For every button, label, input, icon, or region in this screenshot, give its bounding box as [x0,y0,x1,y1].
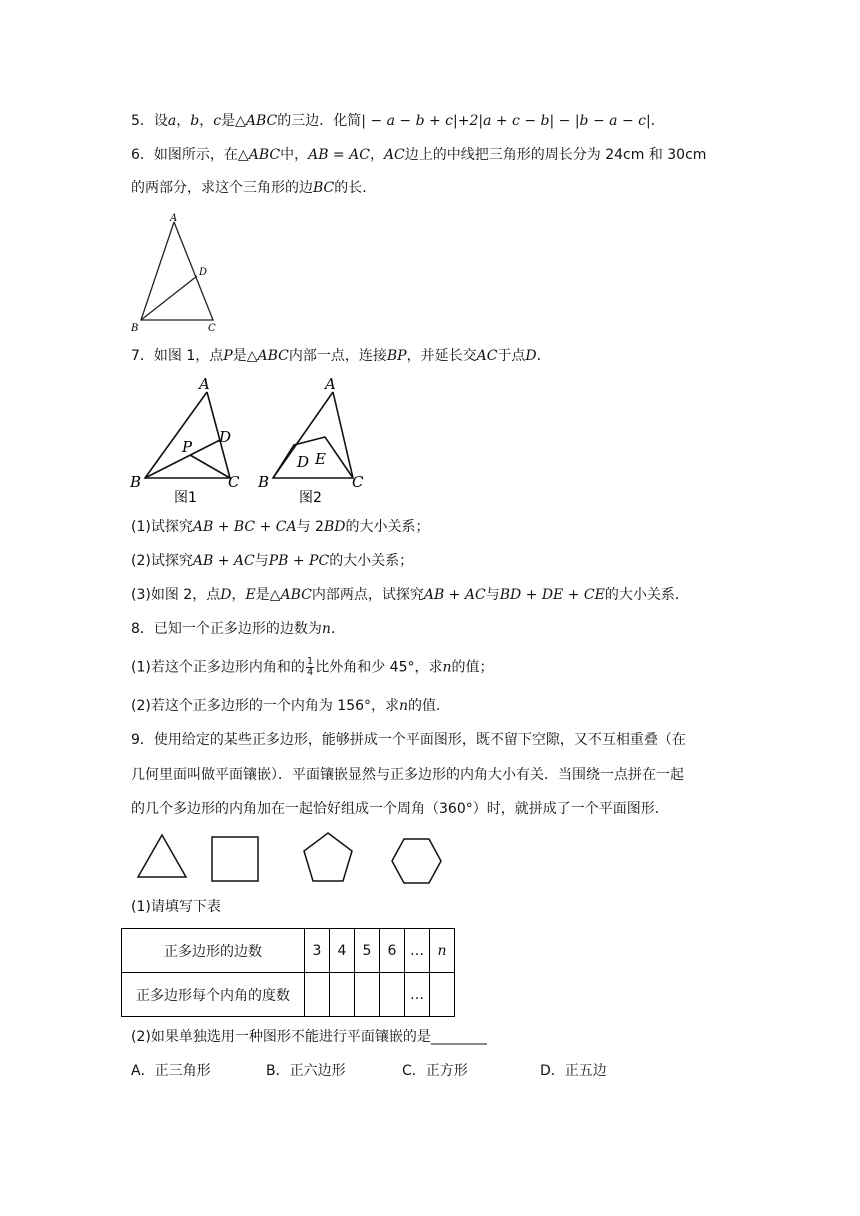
q9-p2-text: (2)如果单独选用一种图形不能进行平面镶嵌的是________ [131,1029,487,1045]
table-cell: … [405,973,430,1017]
q7-fig1-label-p: P [182,438,193,456]
table-cell-blank[interactable] [430,973,455,1017]
q7-text: 如图 1，点 [153,348,224,364]
q7-fig1-label-d: D [219,428,232,446]
table-cell: 6 [380,929,405,973]
q7-segment-bp: BP [386,348,407,364]
q6-text: 如图所示，在△ [153,147,249,163]
table-cell-n: n [430,929,455,973]
q7-text: 于点 [497,348,526,364]
q7-p2-text: (2)试探究 [131,553,193,569]
q9-number: 9． [131,732,154,748]
q7-p3-triangle-abc: ABC [280,587,312,603]
q7-text: ． [536,348,551,364]
q7-fig2-label-d: D [297,453,310,471]
q7-fig2-caption: 图2 [299,490,322,506]
q7-fig2-label-b: B [258,473,270,491]
table-row [122,973,455,1017]
q8-text: 已知一个正多边形的边数为 [153,621,322,637]
table-cell-blank[interactable] [305,973,330,1017]
q7-number: 7． [131,348,154,364]
q7-p3-text: 内部两点，试探究 [311,587,424,603]
q6-label-d: D [199,267,208,278]
q6-equation: AB = AC [308,147,370,163]
q7-p3-text: 是△ [255,587,281,603]
q5-var-c: c [213,113,222,129]
q5-var-b: b [190,113,200,129]
q6-triangle-abc: ABC [248,147,281,163]
q7-fig1-label-b: B [130,473,142,491]
option-a[interactable]: A．正三角形 [131,1063,211,1079]
q7-p2-text: 的大小关系； [329,553,414,569]
q7-fig2-label-c: C [352,473,364,491]
table-header-angle: 正多边形每个内角的度数 [122,973,305,1017]
table-row [122,929,455,973]
q7-p3-expression: AB + AC [423,587,486,603]
table-header-sides: 正多边形的边数 [122,929,305,973]
q7-fig2-label-e: E [315,450,326,468]
square-shape [212,837,258,881]
option-d[interactable]: D．正五边 [540,1063,607,1079]
q5-text: ． [650,113,665,129]
q7-p2-expression: PB + PC [268,553,330,569]
q8-p1-text: 的值； [451,659,494,676]
q5-triangle-abc: ABC [245,113,278,129]
q8-p1-var-n: n [442,659,452,676]
q7-p1-text: (1)试探究 [131,519,193,535]
q7-fig1-label-a: A [199,375,210,393]
q9-text: 使用给定的某些正多边形，能够拼成一个平面图形，既不留下空隙，又不互相重叠（在 [153,732,686,748]
q7-text: 内部一点，连接 [288,348,387,364]
q7-p1-expression: AB + BC + CA [192,519,297,535]
q6-label-c: C [208,323,216,334]
q6-number: 6． [131,147,154,163]
q8-fraction-numerator: 1 [306,656,314,667]
polygon-angle-table [121,928,455,1017]
table-cell: 5 [355,929,380,973]
q5-comma: ， [199,113,214,129]
q7-p3-text: (3)如图 2，点 [131,587,221,603]
option-b[interactable]: B．正六边形 [266,1063,346,1079]
q8-fraction-denominator: 4 [306,667,314,678]
q7-triangle-abc: ABC [257,348,289,364]
q7-p3-expression: BD + DE + CE [499,587,605,603]
q6-text: ， [369,147,384,163]
q5-text: 设 [153,113,168,129]
q6-text: 中， [280,147,309,163]
q8-p1-text: 比外角和少 45°，求 [315,659,443,676]
q9-part-1 [131,897,221,917]
q5-number: 5． [131,113,154,129]
q6-label-b: B [131,323,139,334]
q7-fig1-label-c: C [228,473,240,491]
q7-p2-expression: AB + AC [192,553,255,569]
option-c[interactable]: C．正方形 [402,1063,468,1079]
q9-text: 几何里面叫做平面镶嵌）．平面镶嵌显然与正多边形的内角大小有关．当围绕一点拼在一起 [131,767,684,783]
q7-text: 是△ [232,348,258,364]
q7-p2-text: 与 [254,553,269,569]
q7-p3-point-d: D [220,587,232,603]
q9-text: 的几个多边形的内角加在一起恰好组成一个周角（360°）时，就拼成了一个平面图形． [131,801,669,817]
q9-part-2 [131,1027,487,1047]
q5-expression: | − a − b + c|+2|a + c − b| − |b − a − c| [361,113,651,129]
q8-p1-text: (1)若这个正多边形内角和的 [131,659,305,676]
q7-p3-text: 与 [485,587,500,603]
q8-p2-text: 的值． [408,698,451,714]
q6-side-bc: BC [313,180,335,196]
q7-p1-segment-bd: BD [323,519,346,535]
table-cell-blank[interactable] [380,973,405,1017]
q7-side-ac: AC [476,348,498,364]
q6-text: 的两部分，求这个三角形的边 [131,180,313,196]
q7-fig2-label-a: A [325,375,336,393]
table-cell-blank[interactable] [330,973,355,1017]
q5-text: 是△ [221,113,246,129]
q8-p2-text: (2)若这个正多边形的一个内角为 156°，求 [131,698,400,714]
q8-var-n: n [321,621,331,637]
hexagon-shape [392,839,441,883]
q5-comma: ， [176,113,191,129]
q7-p1-text: 与 2 [296,519,324,535]
q6-text: 边上的中线把三角形的周长分为 24cm 和 30cm [404,147,707,163]
q6-label-a: A [170,213,178,224]
triangle-shape [138,835,186,877]
q7-text: ，并延长交 [406,348,477,364]
q7-p1-text: 的大小关系； [345,519,430,535]
q8-p2-var-n: n [399,698,409,714]
q5-var-a: a [167,113,177,129]
q7-point-d: D [525,348,537,364]
table-cell: … [405,929,430,973]
q7-fig1-caption: 图1 [174,490,197,506]
table-cell: 3 [305,929,330,973]
q5-text: 的三边．化简 [277,113,362,129]
q9-p1-text: (1)请填写下表 [131,899,221,915]
q6-text: 的长． [334,180,377,196]
q7-p3-text: ， [231,587,246,603]
pentagon-shape [304,833,352,881]
q6-side-ac: AC [383,147,405,163]
q8-number: 8． [131,621,154,637]
q7-point-p: P [223,348,233,364]
table-cell-blank[interactable] [355,973,380,1017]
q7-p3-point-e: E [245,587,256,603]
q7-p3-text: 的大小关系． [604,587,689,603]
table-cell: 4 [330,929,355,973]
q8-text: ． [330,621,345,637]
